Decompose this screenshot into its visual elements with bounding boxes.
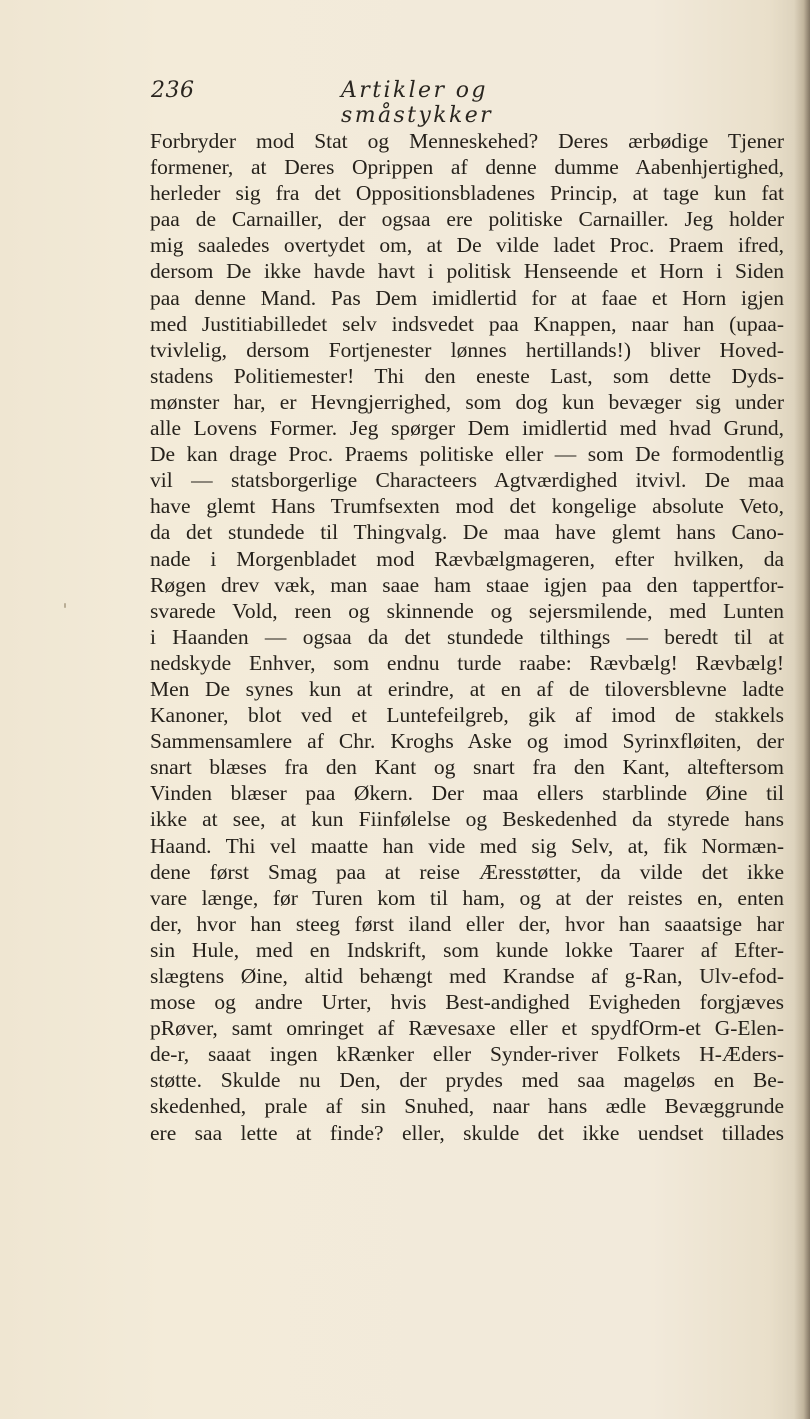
text-line: ere saa lette at finde? eller, skulde det ikke uendset tillades — [150, 1120, 784, 1145]
page-edge-shadow — [794, 0, 810, 1419]
text-line: mønster har, er Hevngjerrighed, som dog kun bevæger sig under — [150, 389, 784, 414]
text-line: herleder sig fra det Oppositionsbladenes Princip, at tage kun fat — [150, 181, 784, 206]
text-line: paa de Carnailler, der ogsaa ere politiske Carnailler. Jeg holder — [150, 207, 784, 232]
text-line: der, hvor han steeg først iland eller der, hvor han saaatsige har — [150, 911, 784, 936]
text-line: Vinden blæser paa Økern. Der maa ellers starblinde Øine til — [150, 781, 784, 806]
text-line: med Justitiabilledet selv indsvedet paa Knappen, naar han (upaa- — [150, 311, 784, 336]
text-line: Haand. Thi vel maatte han vide med sig Selv, at, fik Normæn- — [150, 833, 784, 858]
text-line: da det stundede til Thingvalg. De maa have glemt hans Cano- — [150, 520, 784, 545]
text-line: have glemt Hans Trumfsexten mod det kongelige absolute Veto, — [150, 494, 784, 519]
text-line: Røgen drev væk, man saae ham staae igjen paa den tappertfor- — [150, 572, 784, 597]
text-line: stadens Politiemester! Thi den eneste Last, som dette Dyds- — [150, 363, 784, 388]
text-line: nedskyde Enhver, som endnu turde raabe: Rævbælg! Rævbælg! — [150, 650, 784, 675]
text-line: vil — statsborgerlige Characteers Agtværdighed itvivl. De maa — [150, 468, 784, 493]
text-line: Kanoner, blot ved et Luntefeilgreb, gik af imod de stakkels — [150, 703, 784, 728]
running-head — [151, 78, 621, 128]
text-line: skedenhed, prale af sin Snuhed, naar hans ædle Bevæggrunde — [150, 1094, 784, 1119]
text-line: dersom De ikke havde havt i politisk Henseende et Horn i Siden — [150, 259, 784, 284]
text-line: slægtens Øine, altid behængt med Krandse af g-Ran, Ulv-efod- — [150, 964, 784, 988]
text-line: dene først Smag paa at reise Æresstøtter, da vilde det ikke — [150, 859, 784, 884]
text-line: ikke at see, at kun Fiinfølelse og Beskedenhed da styrede hans — [150, 807, 784, 832]
text-line: nade i Morgenbladet mod Rævbælgmageren, efter hvilken, da — [150, 546, 784, 571]
text-line: støtte. Skulde nu Den, der prydes med saa mageløs en Be- — [150, 1068, 784, 1093]
text-line: alle Lovens Former. Jeg spørger Dem imidlertid med hvad Grund, — [150, 416, 784, 441]
text-line: vare længe, før Turen kom til ham, og at der reistes en, enten — [150, 885, 784, 910]
text-line: mig saaledes overtydet om, at De vilde ladet Proc. Praem ifred, — [150, 233, 784, 258]
text-line: Men De synes kun at erindre, at en af de tiloversblevne ladte — [150, 676, 784, 701]
text-line: de-r, saaat ingen kRænker eller Synder-river Folkets H-Æders- — [150, 1042, 784, 1067]
running-title: Artikler og småstykker — [341, 78, 494, 128]
text-line: De kan drage Proc. Praems politiske eller — som De formodentlig — [150, 442, 784, 467]
text-line: formener, at Deres Oprippen af denne dumme Aabenhjertighed, — [150, 155, 784, 180]
text-line: sin Hule, med en Indskrift, som kunde lokke Taarer af Efter- — [150, 937, 784, 962]
text-line: paa denne Mand. Pas Dem imidlertid for at faae et Horn igjen — [150, 285, 784, 310]
paper-speck — [64, 603, 66, 608]
text-line: tvivlelig, dersom Fortjenester lønnes hertillands!) bliver Hoved- — [150, 337, 784, 362]
text-line: pRøver, samt omringet af Rævesaxe eller et spydfOrm-et G-Elen- — [150, 1016, 784, 1041]
text-line: svarede Vold, reen og skinnende og sejersmilende, med Lunten — [150, 598, 784, 623]
body-text — [150, 128, 784, 1146]
text-line: Forbryder mod Stat og Menneskehed? Deres ærbødige Tjener — [150, 129, 784, 153]
text-line: Sammensamlere af Chr. Kroghs Aske og imod Syrinxfløiten, der — [150, 729, 784, 754]
text-line: mose og andre Urter, hvis Best-andighed Evigheden forgjæves — [150, 990, 784, 1015]
page-number: 236 — [151, 78, 195, 103]
text-line: snart blæses fra den Kant og snart fra den Kant, alteftersom — [150, 755, 784, 780]
text-line: i Haanden — ogsaa da det stundede tilthings — beredt til at — [150, 624, 784, 649]
